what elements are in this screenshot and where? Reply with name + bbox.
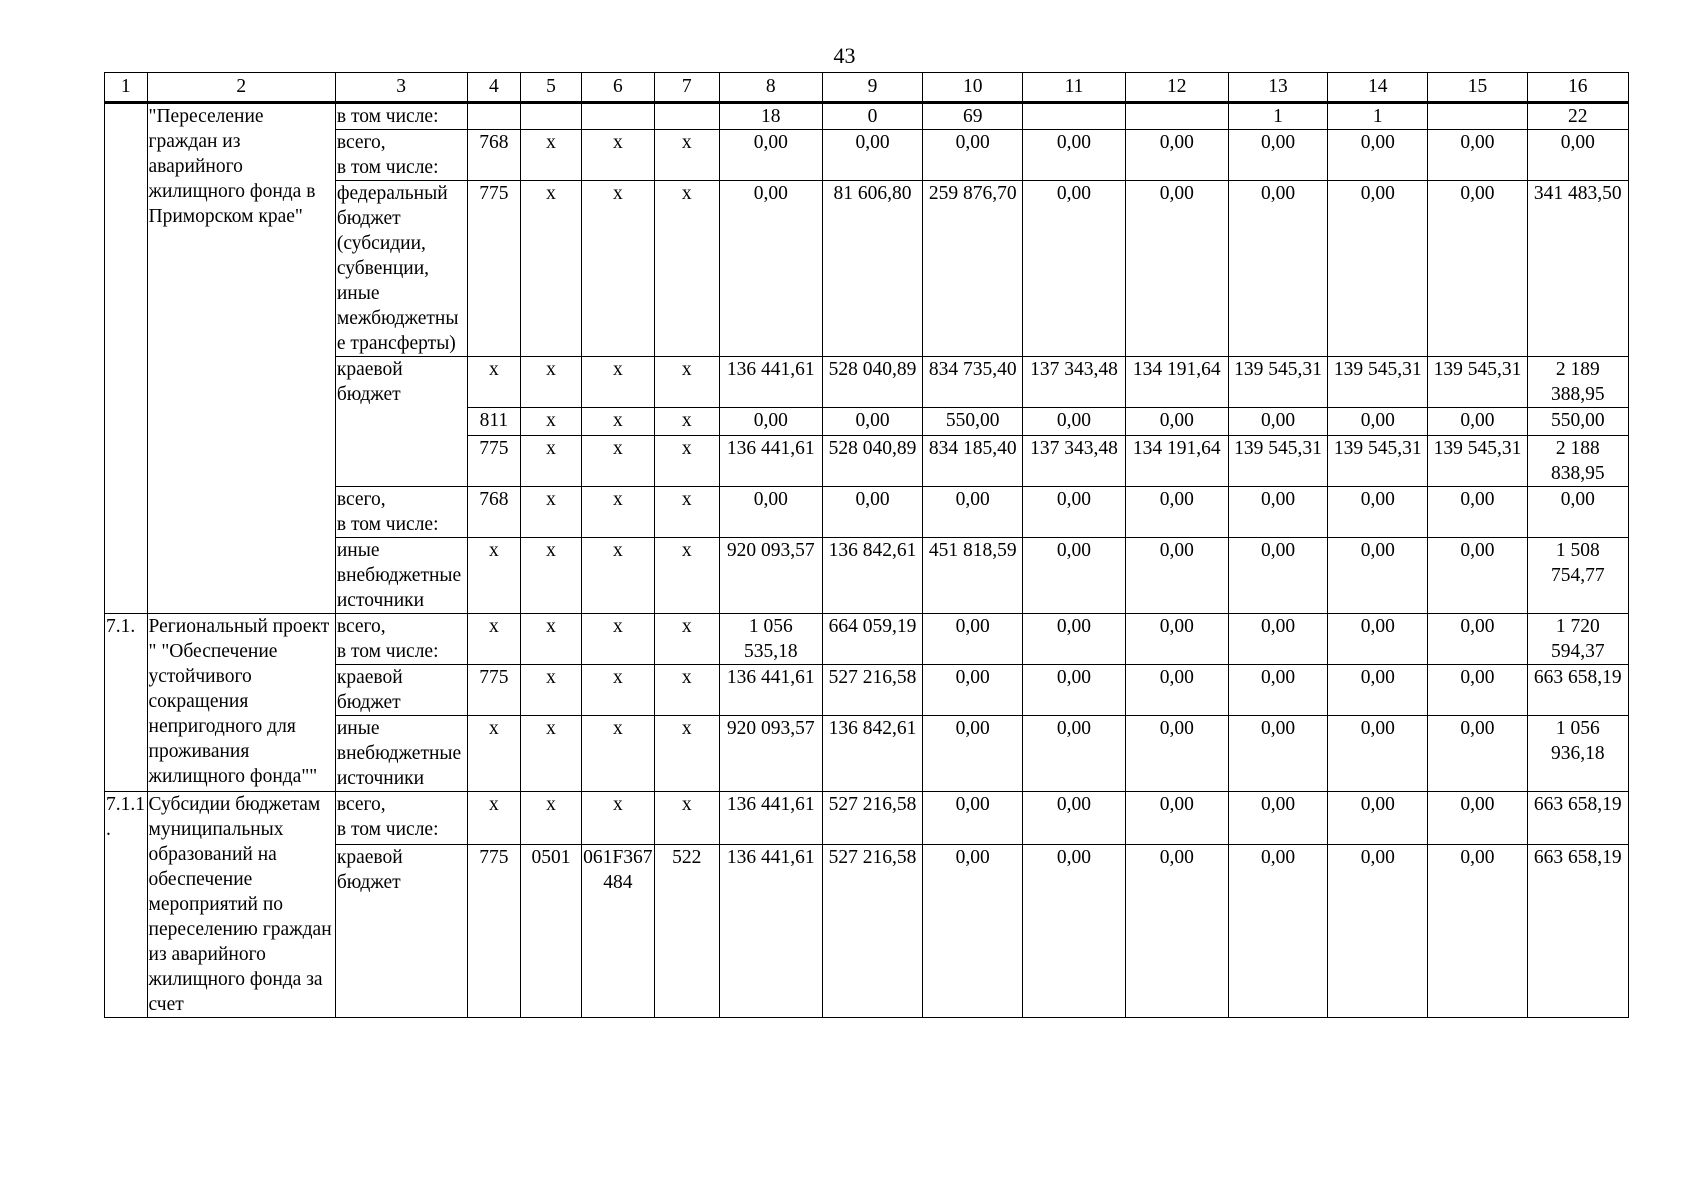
value-cell-10: 0,00 [923, 792, 1023, 845]
value-cell-11: 0,00 [1023, 716, 1125, 792]
value-cell-15 [1428, 103, 1527, 130]
value-cell-15: 139 545,31 [1428, 357, 1527, 408]
source-cell: всего, в том числе: [335, 792, 467, 845]
value-cell-11: 0,00 [1023, 538, 1125, 614]
header-cell-5: 5 [521, 73, 582, 103]
code-cell-6: x [581, 130, 654, 181]
value-cell-11: 137 343,48 [1023, 357, 1125, 408]
budget-table [104, 72, 1629, 1018]
code-cell-5: x [521, 792, 582, 845]
value-cell-8: 0,00 [719, 130, 822, 181]
value-cell-12: 0,00 [1125, 487, 1228, 538]
value-cell-11: 0,00 [1023, 181, 1125, 357]
value-cell-8: 920 093,57 [719, 716, 822, 792]
header-row [105, 73, 1629, 103]
value-cell-8: 136 441,61 [719, 665, 822, 716]
value-cell-13: 0,00 [1228, 665, 1327, 716]
value-cell-14: 0,00 [1328, 538, 1428, 614]
code-cell-7: x [654, 436, 719, 487]
code-cell-7: x [654, 181, 719, 357]
code-cell-6: x [581, 181, 654, 357]
value-cell-9: 136 842,61 [822, 716, 922, 792]
value-cell-9: 0,00 [822, 130, 922, 181]
item-number: 7.1. [105, 614, 148, 792]
code-cell-4: 811 [467, 408, 521, 436]
code-cell-5: x [521, 130, 582, 181]
code-cell-6: x [581, 614, 654, 665]
value-cell-10: 0,00 [923, 716, 1023, 792]
source-cell: всего, в том числе: [335, 130, 467, 181]
value-cell-16: 22 [1527, 103, 1628, 130]
header-cell-3: 3 [335, 73, 467, 103]
code-cell-6 [581, 103, 654, 130]
value-cell-10: 0,00 [923, 130, 1023, 181]
code-cell-4: 775 [467, 665, 521, 716]
code-cell-4: x [467, 716, 521, 792]
value-cell-10: 0,00 [923, 614, 1023, 665]
value-cell-13: 0,00 [1228, 487, 1327, 538]
header-cell-16: 16 [1527, 73, 1628, 103]
value-cell-10: 834 735,40 [923, 357, 1023, 408]
value-cell-10: 259 876,70 [923, 181, 1023, 357]
value-cell-16: 663 658,19 [1527, 845, 1628, 1018]
header-cell-7: 7 [654, 73, 719, 103]
header-cell-14: 14 [1328, 73, 1428, 103]
source-cell: в том числе: [335, 103, 467, 130]
value-cell-16: 663 658,19 [1527, 792, 1628, 845]
code-cell-4: x [467, 357, 521, 408]
code-cell-7: x [654, 792, 719, 845]
code-cell-7: x [654, 357, 719, 408]
value-cell-14: 0,00 [1328, 614, 1428, 665]
header-cell-11: 11 [1023, 73, 1125, 103]
value-cell-10: 0,00 [923, 665, 1023, 716]
source-cell: всего, в том числе: [335, 487, 467, 538]
header-cell-13: 13 [1228, 73, 1327, 103]
value-cell-12: 0,00 [1125, 408, 1228, 436]
value-cell-8: 1 056 535,18 [719, 614, 822, 665]
code-cell-5: x [521, 538, 582, 614]
value-cell-12: 0,00 [1125, 716, 1228, 792]
code-cell-4: x [467, 614, 521, 665]
value-cell-14: 0,00 [1328, 181, 1428, 357]
value-cell-10: 0,00 [923, 845, 1023, 1018]
code-cell-5: x [521, 716, 582, 792]
code-cell-6: x [581, 716, 654, 792]
code-cell-6: x [581, 665, 654, 716]
value-cell-9: 0,00 [822, 487, 922, 538]
value-cell-12: 0,00 [1125, 792, 1228, 845]
value-cell-11: 0,00 [1023, 665, 1125, 716]
value-cell-10: 69 [923, 103, 1023, 130]
value-cell-15: 0,00 [1428, 487, 1527, 538]
value-cell-14: 0,00 [1328, 845, 1428, 1018]
code-cell-5: 0501 [521, 845, 582, 1018]
value-cell-15: 0,00 [1428, 614, 1527, 665]
code-cell-5 [521, 103, 582, 130]
code-cell-6: x [581, 538, 654, 614]
value-cell-16: 1 508 754,77 [1527, 538, 1628, 614]
value-cell-11: 0,00 [1023, 487, 1125, 538]
code-cell-5: x [521, 357, 582, 408]
code-cell-5: x [521, 436, 582, 487]
value-cell-15: 0,00 [1428, 538, 1527, 614]
value-cell-14: 0,00 [1328, 665, 1428, 716]
value-cell-16: 2 188 838,95 [1527, 436, 1628, 487]
value-cell-10: 834 185,40 [923, 436, 1023, 487]
item-name: Региональный проект " "Обеспечение устойчивого сокращения непригодного для проживания жилищного фонда"" [147, 614, 335, 792]
value-cell-13: 0,00 [1228, 792, 1327, 845]
value-cell-14: 0,00 [1328, 716, 1428, 792]
value-cell-15: 0,00 [1428, 408, 1527, 436]
code-cell-4 [467, 103, 521, 130]
code-cell-6: x [581, 408, 654, 436]
header-cell-1: 1 [105, 73, 148, 103]
value-cell-10: 0,00 [923, 487, 1023, 538]
value-cell-8: 0,00 [719, 181, 822, 357]
value-cell-16: 550,00 [1527, 408, 1628, 436]
value-cell-9: 527 216,58 [822, 792, 922, 845]
value-cell-9: 0,00 [822, 408, 922, 436]
value-cell-12: 0,00 [1125, 614, 1228, 665]
value-cell-11 [1023, 103, 1125, 130]
value-cell-9: 81 606,80 [822, 181, 922, 357]
code-cell-5: x [521, 487, 582, 538]
header-cell-8: 8 [719, 73, 822, 103]
value-cell-8: 0,00 [719, 408, 822, 436]
value-cell-16: 663 658,19 [1527, 665, 1628, 716]
code-cell-5: x [521, 181, 582, 357]
header-cell-4: 4 [467, 73, 521, 103]
code-cell-7: x [654, 665, 719, 716]
value-cell-14: 139 545,31 [1328, 357, 1428, 408]
header-cell-2: 2 [147, 73, 335, 103]
value-cell-13: 0,00 [1228, 614, 1327, 665]
value-cell-8: 136 441,61 [719, 845, 822, 1018]
code-cell-6: x [581, 792, 654, 845]
value-cell-12 [1125, 103, 1228, 130]
header-cell-9: 9 [822, 73, 922, 103]
source-cell: краевой бюджет [335, 357, 467, 487]
table-row [105, 103, 1629, 130]
value-cell-8: 136 441,61 [719, 792, 822, 845]
code-cell-4: x [467, 792, 521, 845]
value-cell-12: 0,00 [1125, 665, 1228, 716]
source-cell: иные внебюджетные источники [335, 538, 467, 614]
value-cell-12: 0,00 [1125, 181, 1228, 357]
code-cell-5: x [521, 665, 582, 716]
page-number: 43 [833, 43, 856, 68]
item-name: "Переселение граждан из аварийного жилищного фонда в Приморском крае" [147, 103, 335, 614]
code-cell-7: 522 [654, 845, 719, 1018]
value-cell-12: 0,00 [1125, 130, 1228, 181]
code-cell-7 [654, 103, 719, 130]
value-cell-11: 137 343,48 [1023, 436, 1125, 487]
table-row [105, 792, 1629, 845]
code-cell-6: x [581, 436, 654, 487]
code-cell-5: x [521, 408, 582, 436]
source-cell: краевой бюджет [335, 665, 467, 716]
source-cell: федеральный бюджет (субсидии, субвенции, иные межбюджетные трансферты) [335, 181, 467, 357]
code-cell-7: x [654, 614, 719, 665]
value-cell-9: 528 040,89 [822, 357, 922, 408]
value-cell-16: 341 483,50 [1527, 181, 1628, 357]
code-cell-7: x [654, 130, 719, 181]
value-cell-16: 0,00 [1527, 130, 1628, 181]
value-cell-15: 0,00 [1428, 181, 1527, 357]
value-cell-16: 0,00 [1527, 487, 1628, 538]
value-cell-14: 1 [1328, 103, 1428, 130]
value-cell-8: 18 [719, 103, 822, 130]
code-cell-6: 061F367484 [581, 845, 654, 1018]
table-row [105, 614, 1629, 665]
value-cell-13: 139 545,31 [1228, 357, 1327, 408]
value-cell-13: 0,00 [1228, 408, 1327, 436]
value-cell-12: 134 191,64 [1125, 357, 1228, 408]
code-cell-7: x [654, 487, 719, 538]
code-cell-6: x [581, 487, 654, 538]
value-cell-15: 0,00 [1428, 845, 1527, 1018]
code-cell-4: 775 [467, 845, 521, 1018]
value-cell-14: 0,00 [1328, 130, 1428, 181]
value-cell-12: 134 191,64 [1125, 436, 1228, 487]
value-cell-9: 527 216,58 [822, 845, 922, 1018]
value-cell-11: 0,00 [1023, 130, 1125, 181]
source-cell: краевой бюджет [335, 845, 467, 1018]
source-cell: иные внебюджетные источники [335, 716, 467, 792]
value-cell-11: 0,00 [1023, 408, 1125, 436]
header-cell-12: 12 [1125, 73, 1228, 103]
code-cell-4: x [467, 538, 521, 614]
value-cell-9: 527 216,58 [822, 665, 922, 716]
value-cell-13: 139 545,31 [1228, 436, 1327, 487]
item-name: Субсидии бюджетам муниципальных образований на обеспечение мероприятий по переселению граждан из аварийного жилищного фонда за счет [147, 792, 335, 1018]
value-cell-12: 0,00 [1125, 538, 1228, 614]
code-cell-4: 768 [467, 130, 521, 181]
item-number [105, 103, 148, 614]
value-cell-13: 0,00 [1228, 538, 1327, 614]
value-cell-9: 528 040,89 [822, 436, 922, 487]
value-cell-14: 0,00 [1328, 792, 1428, 845]
value-cell-13: 0,00 [1228, 181, 1327, 357]
value-cell-8: 0,00 [719, 487, 822, 538]
code-cell-7: x [654, 716, 719, 792]
code-cell-4: 775 [467, 436, 521, 487]
value-cell-8: 136 441,61 [719, 357, 822, 408]
value-cell-13: 1 [1228, 103, 1327, 130]
value-cell-15: 0,00 [1428, 792, 1527, 845]
value-cell-12: 0,00 [1125, 845, 1228, 1018]
value-cell-8: 136 441,61 [719, 436, 822, 487]
value-cell-15: 139 545,31 [1428, 436, 1527, 487]
code-cell-5: x [521, 614, 582, 665]
source-cell: всего, в том числе: [335, 614, 467, 665]
value-cell-9: 136 842,61 [822, 538, 922, 614]
value-cell-11: 0,00 [1023, 792, 1125, 845]
code-cell-4: 775 [467, 181, 521, 357]
header-cell-15: 15 [1428, 73, 1527, 103]
code-cell-6: x [581, 357, 654, 408]
value-cell-16: 1 720 594,37 [1527, 614, 1628, 665]
code-cell-4: 768 [467, 487, 521, 538]
value-cell-11: 0,00 [1023, 614, 1125, 665]
value-cell-14: 139 545,31 [1328, 436, 1428, 487]
value-cell-16: 1 056 936,18 [1527, 716, 1628, 792]
value-cell-15: 0,00 [1428, 130, 1527, 181]
code-cell-7: x [654, 538, 719, 614]
value-cell-14: 0,00 [1328, 487, 1428, 538]
code-cell-7: x [654, 408, 719, 436]
item-number: 7.1.1. [105, 792, 148, 1018]
value-cell-10: 550,00 [923, 408, 1023, 436]
value-cell-8: 920 093,57 [719, 538, 822, 614]
value-cell-13: 0,00 [1228, 130, 1327, 181]
header-cell-10: 10 [923, 73, 1023, 103]
value-cell-13: 0,00 [1228, 716, 1327, 792]
header-cell-6: 6 [581, 73, 654, 103]
value-cell-14: 0,00 [1328, 408, 1428, 436]
value-cell-16: 2 189 388,95 [1527, 357, 1628, 408]
value-cell-13: 0,00 [1228, 845, 1327, 1018]
value-cell-9: 664 059,19 [822, 614, 922, 665]
value-cell-10: 451 818,59 [923, 538, 1023, 614]
value-cell-15: 0,00 [1428, 716, 1527, 792]
value-cell-15: 0,00 [1428, 665, 1527, 716]
value-cell-9: 0 [822, 103, 922, 130]
value-cell-11: 0,00 [1023, 845, 1125, 1018]
